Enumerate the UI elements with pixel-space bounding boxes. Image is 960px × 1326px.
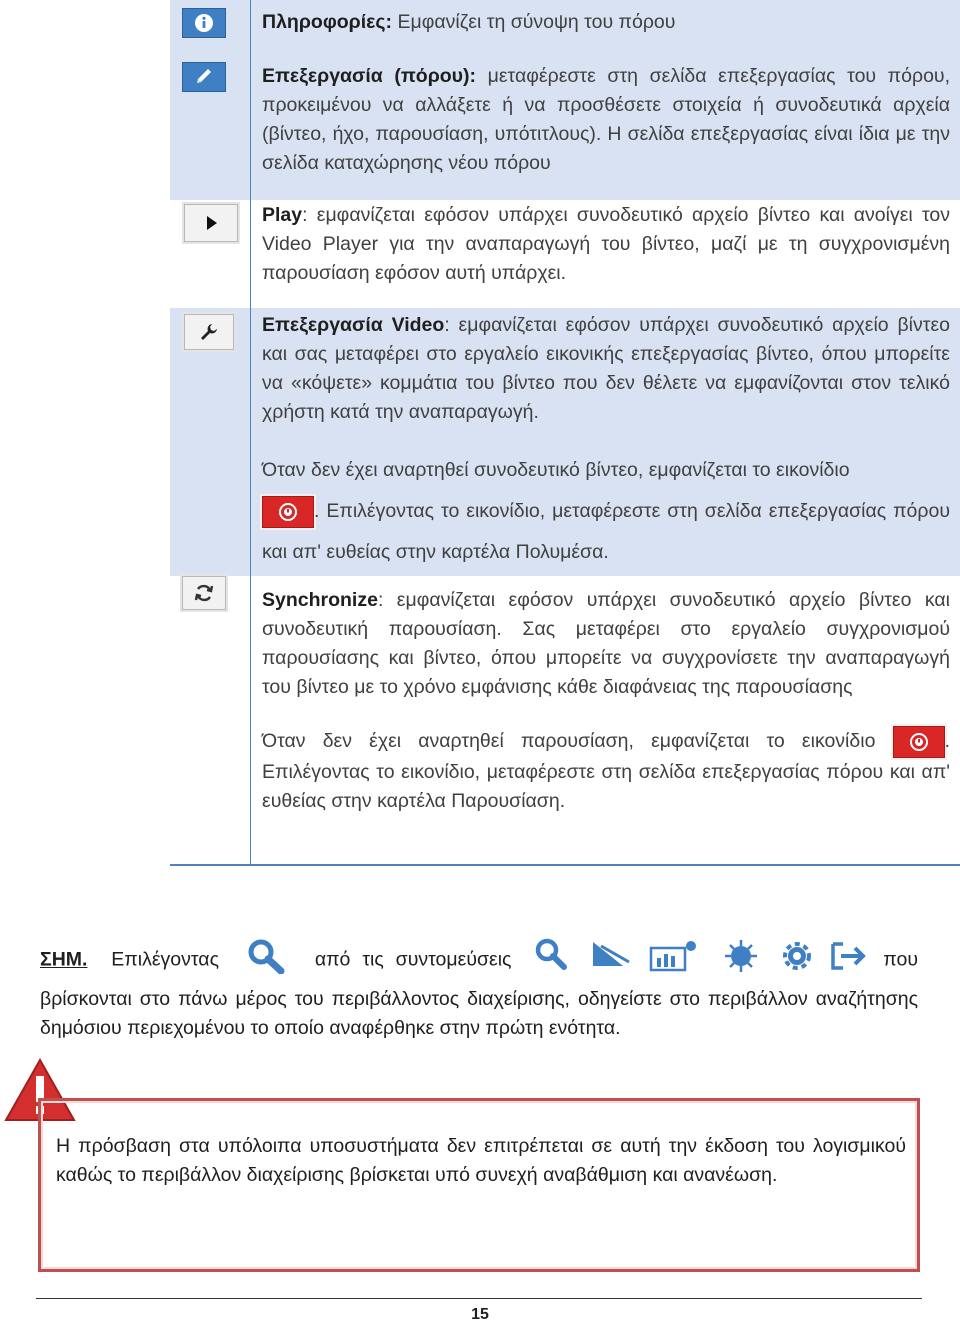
actions-table (170, 0, 960, 866)
no-video-alert-icon (262, 496, 314, 528)
page-number: 15 (471, 1306, 489, 1323)
row-video-edit-note: Όταν δεν έχει αναρτηθεί συνοδευτικό βίντεο, εμφανίζεται το εικονίδιο (262, 459, 850, 481)
row-video-edit-title: Επεξεργασία Video (262, 314, 445, 336)
note-paragraph (40, 936, 918, 1043)
row-video-edit-desc: : εμφανίζεται εφόσον υπάρχει συνοδευτικό αρχείο βίντεο και σας μεταφέρει στο εργαλείο εικονικής επεξεργασίας βίντεο, όπου μπορείτε να «κόψετε» κομμάτια του βίντεο που δεν θέλετε να εμφανίζονται στον τελικό χρήστη κατά την αναπαραγωγή. (262, 314, 950, 423)
play-icon (184, 204, 238, 242)
row-info-desc: Εμφανίζει τη σύνοψη του πόρου (392, 11, 676, 33)
footer-rule (36, 1298, 922, 1299)
row-play-desc: : εμφανίζεται εφόσον υπάρχει συνοδευτικό αρχείο βίντεο και ανοίγει τον Video Player για την αναπαραγωγή του βίντεο, μαζί με τη συγχρονισμένη παρουσίαση εφόσον αυτή υπάρχει. (262, 204, 950, 284)
note-part3: που βρίσκονται στο πάνω μέρος του περιβάλλοντος διαχείρισης, οδηγείστε στο περιβάλλον αναζήτησης δημόσιου περιεχομένου το οποίο αναφέρθηκε στην πρώτη ενότητα. (40, 948, 918, 1039)
row-edit-text (262, 62, 950, 178)
row-sync-title: Synchronize (262, 589, 378, 611)
note-part1: Επιλέγοντας (111, 948, 219, 971)
wrench-icon (184, 314, 234, 350)
table-bottom-rule (170, 864, 960, 866)
row-info-title: Πληροφορίες: (262, 11, 393, 33)
row-edit-desc: μεταφέρεστε στη σελίδα επεξεργασίας του πόρου, προκειμένου να αλλάξετε ή να προσθέσετε στοιχεία ή συνοδευτικά αρχεία (βίντεο, ήχο, παρουσίαση, υπότιτλους). Η σελίδα επεξεργασίας είναι ίδια με την σελίδα καταχώρησης νέου πόρου (262, 65, 950, 174)
row-video-edit-note-end: . Επιλέγοντας το εικονίδιο, μεταφέρεστε στη σελίδα επεξεργασίας πόρου και απ' ευθείας στην καρτέλα Πολυμέσα. (262, 500, 950, 563)
row-edit-title: Επεξεργασία (πόρου): (262, 65, 477, 87)
row-play-text (262, 201, 950, 288)
column-divider (250, 0, 251, 866)
row-sync-note-end: . Επιλέγοντας το εικονίδιο, μεταφέρεστε στη σελίδα επεξεργασίας πόρου και απ' ευθείας στην καρτέλα Παρουσίαση. (262, 730, 950, 812)
shortcut-icons (531, 936, 871, 985)
row-play-title: Play (262, 204, 303, 226)
row-video-edit-text (262, 311, 950, 573)
info-icon (182, 8, 226, 38)
row-info-text (262, 8, 950, 37)
warning-text: Η πρόσβαση στα υπόλοιπα υποσυστήματα δεν επιτρέπεται σε αυτή την έκδοση του λογισμικού καθώς το περιβάλλον διαχείρισης βρίσκεται υπό συνεχή αναβάθμιση και ανανέωση. (56, 1135, 906, 1186)
note-label: ΣΗΜ. (40, 948, 88, 971)
row-sync-desc: : εμφανίζεται εφόσον υπάρχει συνοδευτικό αρχείο βίντεο και συνοδευτική παρουσίαση. Σας μεταφέρει στο εργαλείο συγχρονισμού παρουσίασης και βίντεο, όπου μπορείτε να συγχρονίσετε την αναπαραγωγή του βίντεο με το χρόνο εμφάνισης κάθε διαφάνειας της παρουσίασης (262, 589, 950, 698)
no-presentation-alert-icon (893, 726, 945, 758)
sync-icon (182, 576, 226, 610)
search-icon (245, 938, 289, 983)
row-sync-note: Όταν δεν έχει αναρτηθεί παρουσίαση, εμφανίζεται το εικονίδιο (262, 730, 876, 753)
pencil-icon (182, 62, 226, 92)
note-part2: από τις συντομεύσεις (314, 948, 512, 971)
row-sync-text (262, 586, 950, 816)
